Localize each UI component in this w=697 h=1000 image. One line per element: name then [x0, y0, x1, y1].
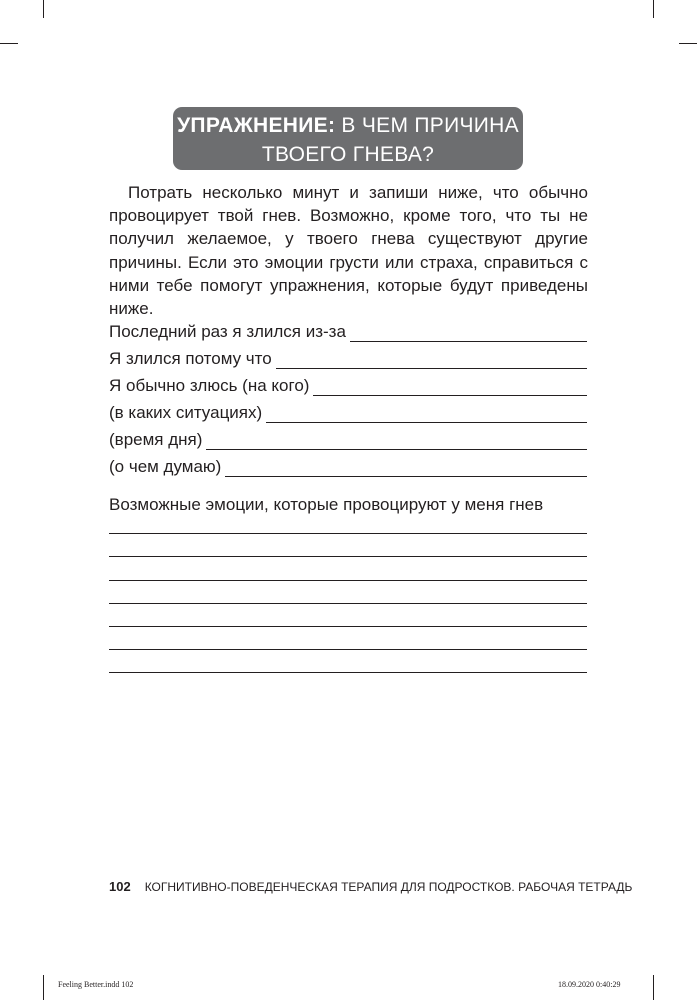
intro-paragraph: Потрать несколько минут и запиши ниже, что обычно провоцирует твой гнев. Возможно, кроме того, что ты не получил желаемое, у твоего гнева существуют другие причины. Если это эмоции грусти или страха, справиться с ними тебе помогут упражнения, которые будут приведены ниже. [109, 183, 588, 319]
slug-file: Feeling Better.indd 102 [58, 980, 134, 989]
prompt-label: Последний раз я злился из-за [109, 322, 346, 341]
prompt-label: Я злился потому что [109, 349, 272, 368]
prompt-label: Я обычно злюсь (на кого) [109, 376, 310, 395]
prompt-at-whom [109, 376, 587, 396]
writing-line[interactable] [109, 533, 587, 534]
prompt-label: (время дня) [109, 430, 203, 449]
prompt-because [109, 349, 587, 369]
answer-line[interactable] [313, 378, 587, 396]
answer-line[interactable] [225, 459, 587, 477]
writing-line[interactable] [109, 672, 587, 673]
crop-mark [43, 0, 44, 18]
writing-line[interactable] [109, 603, 587, 604]
answer-line[interactable] [350, 324, 587, 342]
page-number: 102 [109, 879, 131, 894]
writing-line[interactable] [109, 626, 587, 627]
title-line-1 [173, 111, 523, 140]
prompt-situations [109, 403, 587, 423]
prompt-time-of-day [109, 430, 587, 450]
answer-line[interactable] [276, 351, 587, 369]
writing-line[interactable] [109, 580, 587, 581]
writing-line[interactable] [109, 649, 587, 650]
prompt-label: (в каких ситуациях) [109, 403, 263, 422]
crop-mark [679, 43, 697, 44]
emotions-label-row [109, 495, 587, 515]
writing-line[interactable] [109, 556, 587, 557]
crop-mark [0, 43, 18, 44]
answer-line[interactable] [206, 432, 587, 450]
answer-line[interactable] [266, 405, 587, 423]
title-bold: УПРАЖНЕНИЕ: [177, 114, 336, 137]
prompt-last-angry [109, 322, 587, 342]
title-line-2: ТВОЕГО ГНЕВА? [261, 143, 435, 166]
page-footer [109, 879, 632, 895]
running-title: КОГНИТИВНО-ПОВЕДЕНЧЕСКАЯ ТЕРАПИЯ ДЛЯ ПОДРОСТКОВ. РАБОЧАЯ ТЕТРАДЬ [144, 880, 633, 894]
exercise-title-banner [173, 107, 523, 170]
emotions-label: Возможные эмоции, которые провоцируют у меня гнев [109, 495, 544, 514]
crop-mark [653, 0, 654, 18]
crop-mark [43, 975, 44, 1000]
prompt-thoughts [109, 457, 587, 477]
prompt-label: (о чем думаю) [109, 457, 222, 476]
title-rest: В ЧЕМ ПРИЧИНА [341, 114, 519, 137]
crop-mark [653, 975, 654, 1000]
slug-timestamp: 18.09.2020 0:40:29 [558, 980, 621, 989]
